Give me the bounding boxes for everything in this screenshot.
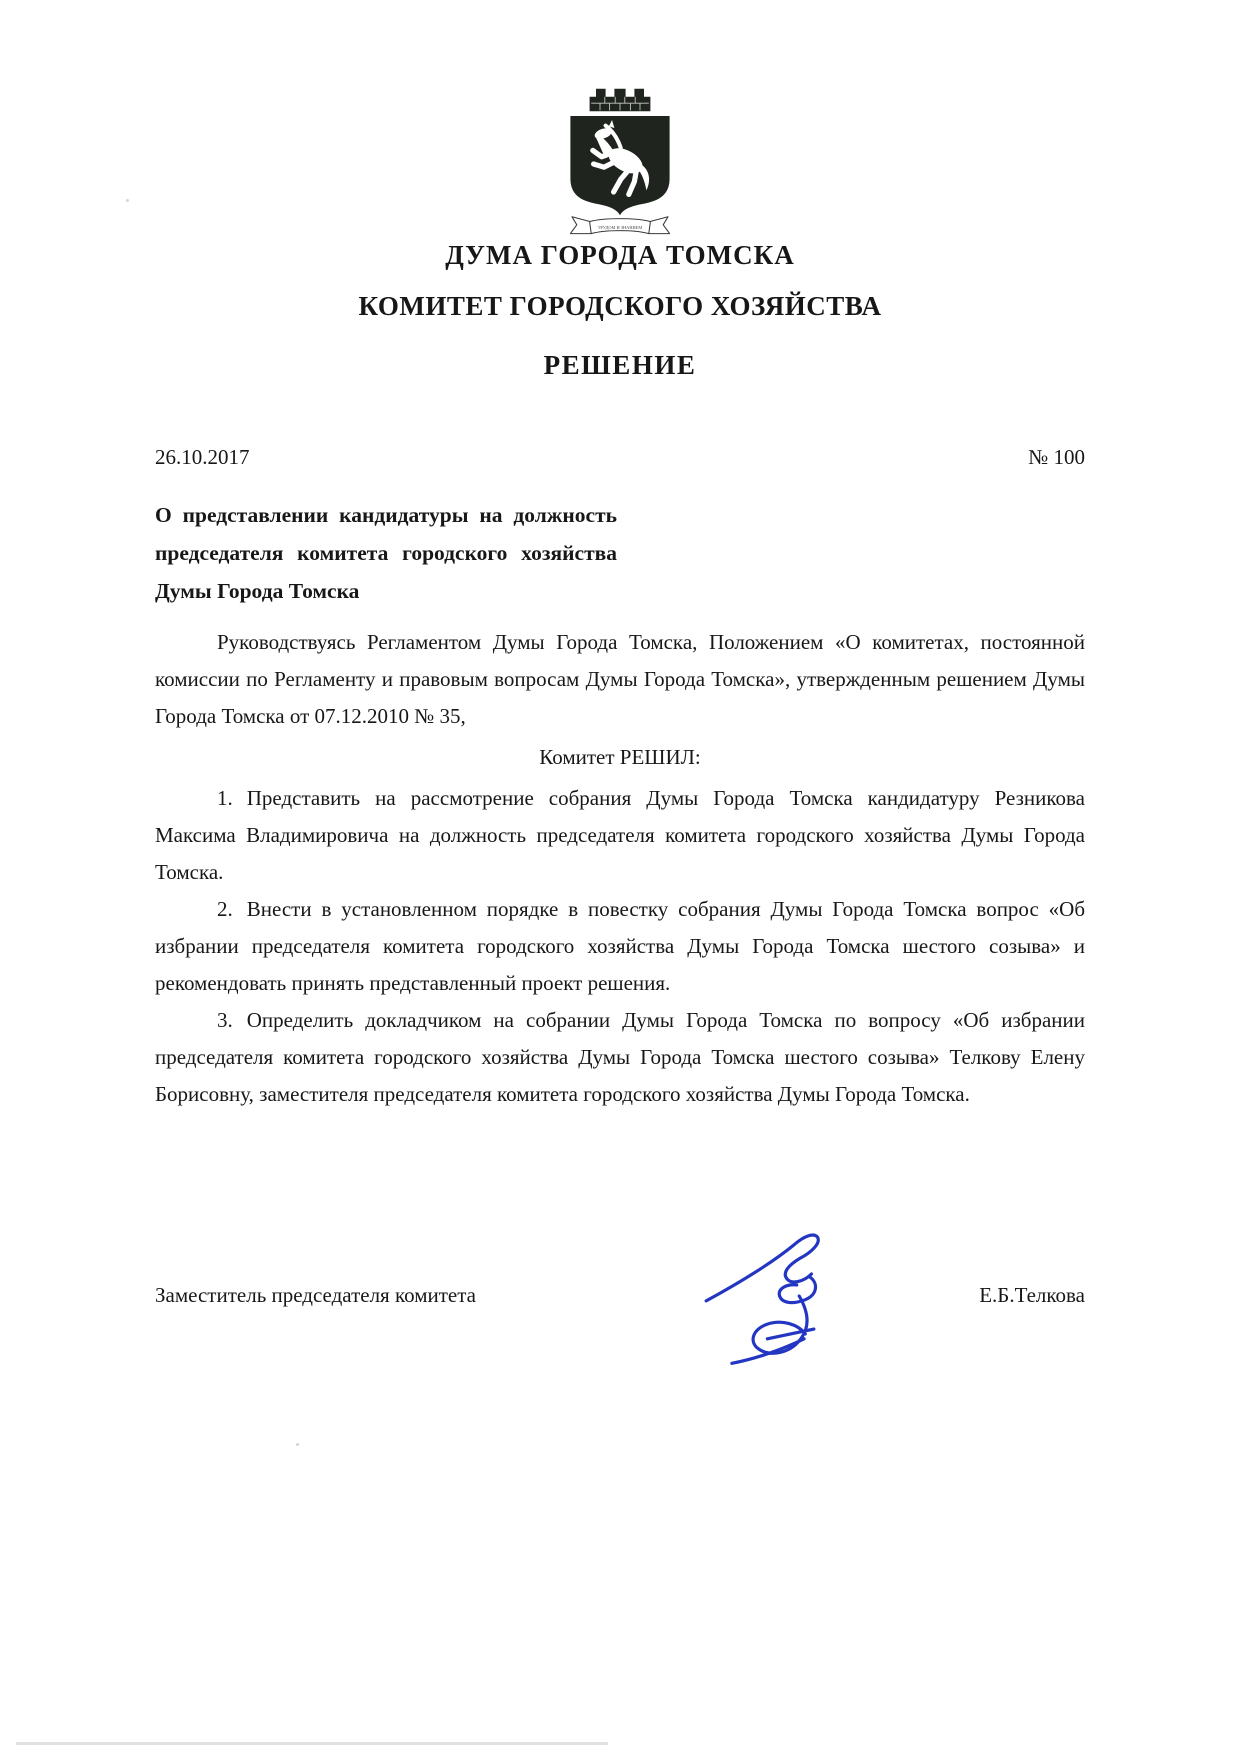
item-number: 3. — [217, 1008, 233, 1032]
signer-name: Е.Б.Телкова — [979, 1283, 1085, 1307]
item-text: Представить на рассмотрение собрания Думы Города Томска кандидатуру Резникова Максима Владимировича на должность председателя комитета городского хозяйства Думы Города Томска. — [155, 786, 1085, 884]
tomsk-coat-of-arms-icon — [540, 84, 700, 236]
resolution-item-3 — [155, 1002, 1085, 1113]
committee-title: КОМИТЕТ ГОРОДСКОГО ХОЗЯЙСТВА — [358, 291, 882, 321]
item-text: Внести в установленном порядке в повестку собрания Думы Города Томска вопрос «Об избрании председателя комитета городского хозяйства Думы Города Томска шестого созыва» и рекомендовать принять представленный проект решения. — [155, 897, 1085, 995]
signature-block — [155, 1231, 1085, 1371]
meta-row — [155, 445, 1085, 470]
scan-artifact-line — [16, 1742, 608, 1745]
signer-position: Заместитель председателя комитета — [155, 1283, 476, 1307]
organization-title: ДУМА ГОРОДА ТОМСКА — [445, 240, 795, 270]
item-text: Определить докладчиком на собрании Думы Города Томска по вопросу «Об избрании председателя комитета городского хозяйства Думы Города Томска шестого созыва» Телкову Елену Борисовну, заместителя председателя комитета городского хозяйства Думы Города Томска. — [155, 1008, 1085, 1106]
item-number: 1. — [217, 786, 233, 810]
item-number: 2. — [217, 897, 233, 921]
resolution-intro: Комитет РЕШИЛ: — [539, 745, 701, 769]
motto-text: ТРУДОМ И ЗНАНИЕМ — [597, 224, 643, 230]
scan-speck — [126, 199, 129, 202]
subject-heading: О представлении кандидатуры на должность председателя комитета городского хозяйства Думы Города Томска — [155, 503, 617, 603]
document-number: № 100 — [1028, 445, 1085, 469]
document-date: 26.10.2017 — [155, 445, 250, 469]
resolution-item-2 — [155, 891, 1085, 1002]
handwritten-signature-icon — [697, 1225, 872, 1367]
scan-speck — [296, 1443, 299, 1446]
preamble-paragraph: Руководствуясь Регламентом Думы Города Томска, Положением «О комитетах, постоянной комиссии по Регламенту и правовым вопросам Думы Города Томска», утвержденным решением Думы Города Томска от 07.12.2010 № 35, — [155, 630, 1085, 728]
mural-crown — [590, 89, 651, 111]
resolution-item-1 — [155, 780, 1085, 891]
motto-ribbon — [570, 217, 669, 234]
document-type-title: РЕШЕНИЕ — [543, 350, 697, 380]
